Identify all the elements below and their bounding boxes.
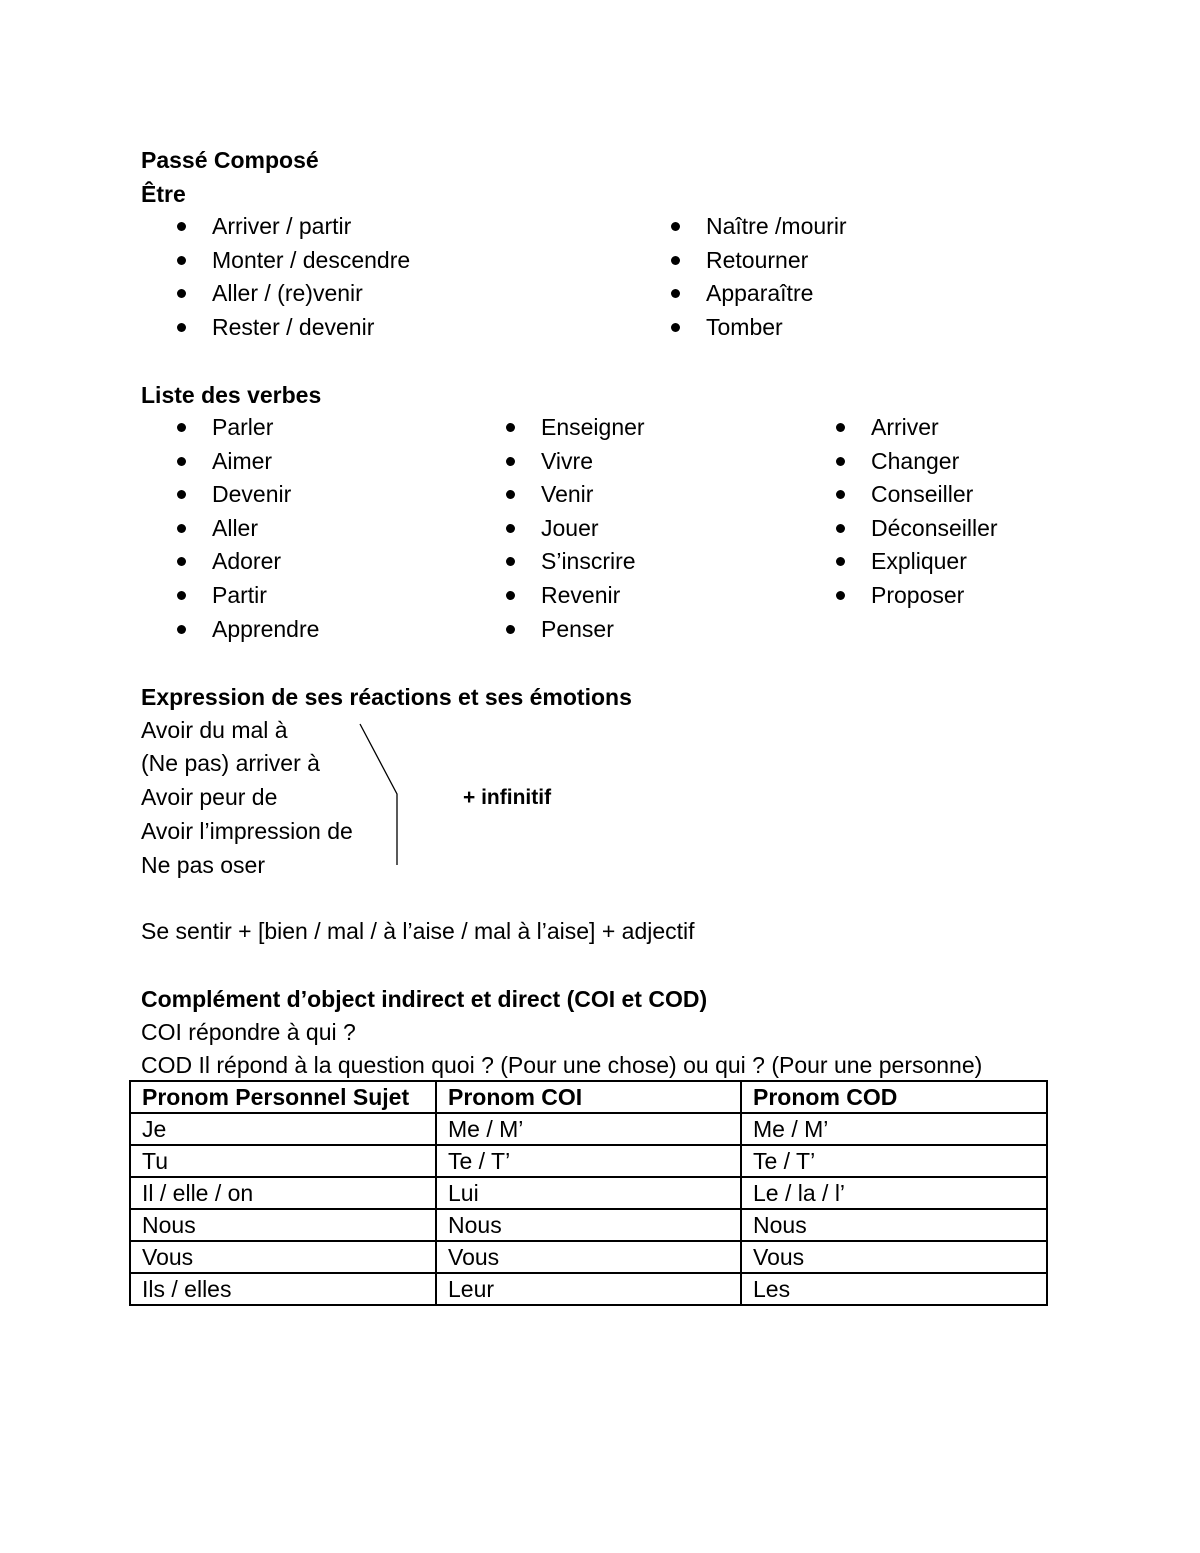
pronoun-table <box>129 1080 1048 1306</box>
list-item: Venir <box>470 478 645 512</box>
table-cell: Me / M’ <box>436 1113 741 1145</box>
list-item: Proposer <box>800 579 998 613</box>
table-row <box>130 1177 1047 1209</box>
list-item: Devenir <box>141 478 319 512</box>
table-cell: Te / T’ <box>741 1145 1047 1177</box>
expression-line: Avoir du mal à <box>141 717 288 743</box>
table-cell: Le / la / l’ <box>741 1177 1047 1209</box>
etre-verbs-list-2 <box>635 210 847 344</box>
table-row <box>130 1273 1047 1305</box>
etre-subtitle: Être <box>141 181 186 207</box>
table-cell: Nous <box>130 1209 436 1241</box>
table-header-row <box>130 1081 1047 1113</box>
expression-line: Avoir peur de <box>141 784 278 810</box>
list-item: Expliquer <box>800 545 998 579</box>
table-cell: Te / T’ <box>436 1145 741 1177</box>
list-item: Partir <box>141 579 319 613</box>
list-item: Apprendre <box>141 613 319 647</box>
verbs-list-col-1 <box>141 411 319 646</box>
table-cell: Me / M’ <box>741 1113 1047 1145</box>
list-item: Arriver <box>800 411 998 445</box>
table-header: Pronom COI <box>436 1081 741 1113</box>
list-item: S’inscrire <box>470 545 645 579</box>
passe-compose-title: Passé Composé <box>141 147 319 173</box>
table-cell: Vous <box>741 1241 1047 1273</box>
table-cell: Leur <box>436 1273 741 1305</box>
table-cell: Les <box>741 1273 1047 1305</box>
table-header: Pronom COD <box>741 1081 1047 1113</box>
table-cell: Tu <box>130 1145 436 1177</box>
table-cell: Vous <box>436 1241 741 1273</box>
table-cell: Il / elle / on <box>130 1177 436 1209</box>
list-item: Parler <box>141 411 319 445</box>
table-cell: Je <box>130 1113 436 1145</box>
list-item: Revenir <box>470 579 645 613</box>
list-item: Vivre <box>470 445 645 479</box>
list-item: Naître /mourir <box>635 210 847 244</box>
list-item: Aimer <box>141 445 319 479</box>
list-item: Aller / (re)venir <box>141 277 410 311</box>
expression-line: (Ne pas) arriver à <box>141 750 320 776</box>
infinitif-label: + infinitif <box>463 786 552 809</box>
verbs-list-col-3 <box>800 411 998 613</box>
list-item: Déconseiller <box>800 512 998 546</box>
table-header: Pronom Personnel Sujet <box>130 1081 436 1113</box>
table-row <box>130 1113 1047 1145</box>
table-cell: Nous <box>741 1209 1047 1241</box>
coi-line: COI répondre à qui ? <box>141 1019 356 1045</box>
list-item: Apparaître <box>635 277 847 311</box>
complement-title: Complément d’object indirect et direct (COI et COD) <box>141 986 708 1012</box>
table-cell: Lui <box>436 1177 741 1209</box>
table-row <box>130 1241 1047 1273</box>
table-cell: Ils / elles <box>130 1273 436 1305</box>
table-cell: Nous <box>436 1209 741 1241</box>
list-item: Penser <box>470 613 645 647</box>
table-cell: Vous <box>130 1241 436 1273</box>
table-row <box>130 1145 1047 1177</box>
list-item: Conseiller <box>800 478 998 512</box>
list-item: Enseigner <box>470 411 645 445</box>
list-item: Changer <box>800 445 998 479</box>
list-item: Arriver / partir <box>141 210 410 244</box>
expression-title: Expression de ses réactions et ses émotions <box>141 684 632 710</box>
list-item: Tomber <box>635 311 847 345</box>
bracket-line <box>355 722 405 868</box>
list-item: Retourner <box>635 244 847 278</box>
list-item: Rester / devenir <box>141 311 410 345</box>
cod-line: COD Il répond à la question quoi ? (Pour une chose) ou qui ? (Pour une personne) <box>141 1052 983 1078</box>
list-item: Adorer <box>141 545 319 579</box>
expression-line: Ne pas oser <box>141 852 266 878</box>
liste-verbes-title: Liste des verbes <box>141 382 322 408</box>
se-sentir-line: Se sentir + [bien / mal / à l’aise / mal à l’aise] + adjectif <box>141 918 695 944</box>
verbs-list-col-2 <box>470 411 645 646</box>
list-item: Aller <box>141 512 319 546</box>
etre-verbs-list-1 <box>141 210 410 344</box>
list-item: Monter / descendre <box>141 244 410 278</box>
table-row <box>130 1209 1047 1241</box>
list-item: Jouer <box>470 512 645 546</box>
expression-line: Avoir l’impression de <box>141 818 353 844</box>
